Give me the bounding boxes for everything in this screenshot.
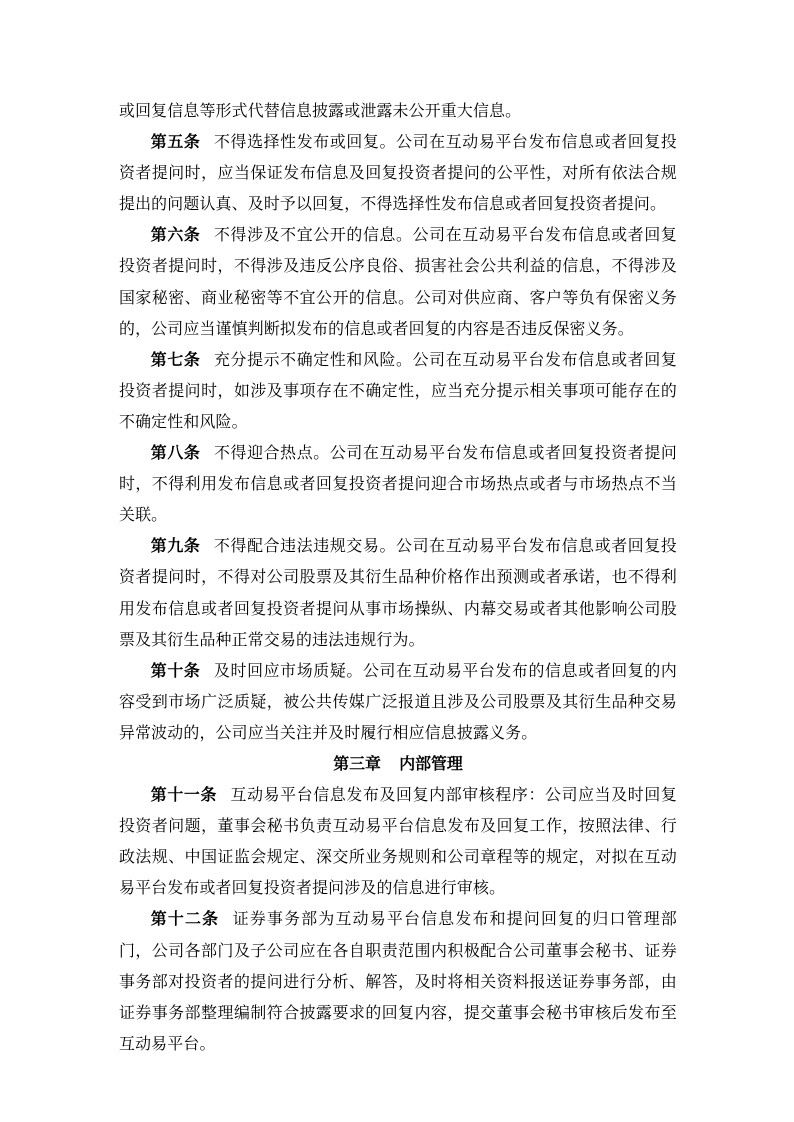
article-12-number: 第十二条: [150, 911, 220, 929]
chapter-3-heading: [119, 749, 677, 780]
article-8-number: 第八条: [150, 445, 201, 463]
article-5-text: 不得选择性发布或回复。公司在互动易平台发布信息或者回复投资者提问时，应当保证发布信息及回复投资者提问的公平性，对所有依法合规提出的问题认真、及时予以回复，不得选择性发布信息或者回复投资者提问。: [119, 134, 677, 214]
article-10-text: 及时回应市场质疑。公司在互动易平台发布的信息或者回复的内容受到市场广泛质疑，被公共传媒广泛报道且涉及公司股票及其衍生品种交易异常波动的，公司应当关注并及时履行相应信息披露义务。: [119, 662, 677, 742]
article-9: [119, 531, 677, 655]
paragraph-continuation: 或回复信息等形式代替信息披露或泄露未公开重大信息。: [119, 103, 522, 120]
chapter-3-title: 内部管理: [399, 755, 463, 773]
article-9-text: 不得配合违法违规交易。公司在互动易平台发布信息或者回复投资者提问时，不得对公司股票及其衍生品种价格作出预测或者承诺，也不得利用发布信息或者回复投资者提问从事市场操纵、内幕交易或者其他影响公司股票及其衍生品种正常交易的违法违规行为。: [119, 538, 677, 649]
article-6: [119, 220, 677, 344]
article-7-text: 充分提示不确定性和风险。公司在互动易平台发布信息或者回复投资者提问时，如涉及事项存在不确定性，应当充分提示相关事项可能存在的不确定性和风险。: [119, 351, 677, 431]
article-8: [119, 438, 677, 531]
article-5-number: 第五条: [150, 134, 201, 152]
article-9-number: 第九条: [150, 538, 201, 556]
article-10: [119, 656, 677, 749]
article-12-text: 证券事务部为互动易平台信息发布和提问回复的归口管理部门，公司各部门及子公司应在各自职责范围内积极配合公司董事会秘书、证券事务部对投资者的提问进行分析、解答，及时将相关资料报送证券事务部，由证券事务部整理编制符合披露要求的回复内容，提交董事会秘书审核后发布至互动易平台。: [119, 911, 677, 1053]
article-10-number: 第十条: [150, 662, 201, 680]
article-11-number: 第十一条: [150, 787, 218, 805]
article-8-text: 不得迎合热点。公司在互动易平台发布信息或者回复投资者提问时，不得利用发布信息或者回复投资者提问迎合市场热点或者与市场热点不当关联。: [119, 445, 677, 525]
article-6-text: 不得涉及不宜公开的信息。公司在互动易平台发布信息或者回复投资者提问时，不得涉及违反公序良俗、损害社会公共利益的信息，不得涉及国家秘密、商业秘密等不宜公开的信息。公司对供应商、客户等负有保密义务的，公司应当谨慎判断拟发布的信息或者回复的内容是否违反保密义务。: [119, 227, 677, 338]
article-12: [119, 904, 677, 1059]
article-7: [119, 345, 677, 438]
article-11-text: 互动易平台信息发布及回复内部审核程序：公司应当及时回复投资者问题，董事会秘书负责互动易平台信息发布及回复工作，按照法律、行政法规、中国证监会规定、深交所业务规则和公司章程等的规定，对拟在互动易平台发布或者回复投资者提问涉及的信息进行审核。: [119, 787, 677, 898]
article-6-number: 第六条: [150, 227, 201, 245]
article-5: [119, 127, 677, 220]
article-11: [119, 780, 677, 904]
chapter-3-number: 第三章: [333, 755, 381, 773]
article-7-number: 第七条: [150, 351, 201, 369]
document-body: [119, 96, 677, 1060]
